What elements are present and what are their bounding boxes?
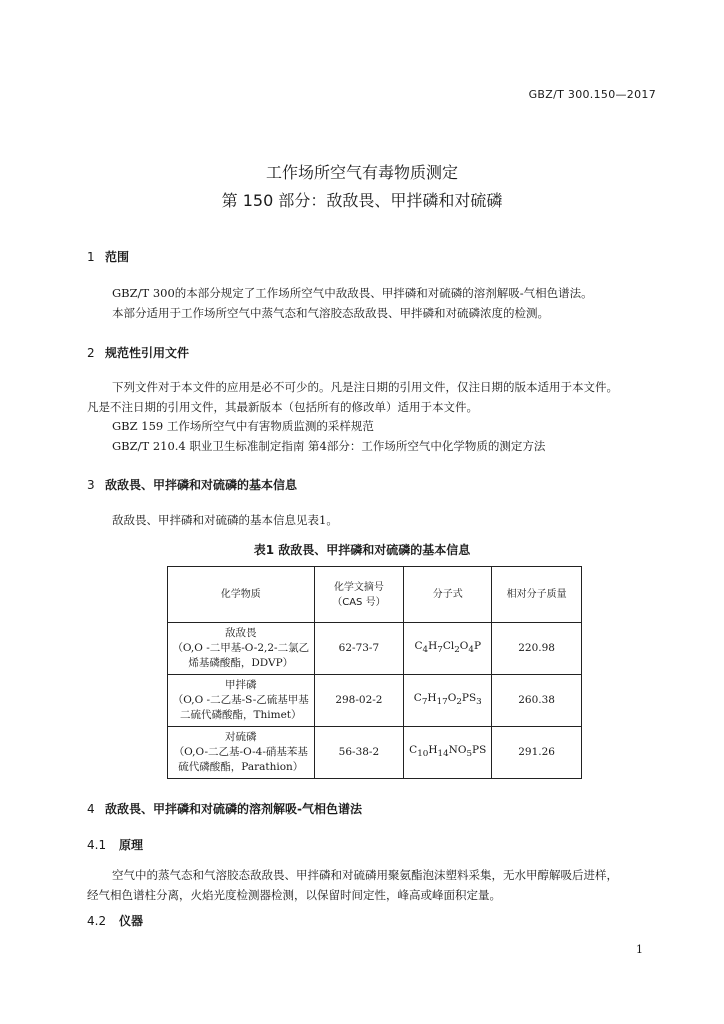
section-2-paragraph-line-1: 下列文件对于本文件的应用是必不可少的。凡是注日期的引用文件，仅注日期的版本适用于本文件。 (112, 380, 618, 394)
section-2-heading (87, 344, 189, 361)
section-4-1-heading (87, 836, 143, 853)
reference-gbz-159: GBZ 159 工作场所空气中有害物质监测的采样规范 (112, 419, 374, 433)
document-title: 工作场所空气有毒物质测定 (265, 163, 458, 182)
section-number: 3 (87, 478, 95, 492)
header-formula: 分子式 (404, 567, 492, 623)
section-4-1-paragraph-line-2: 经气相色谱柱分离，火焰光度检测器检测，以保留时间定性，峰高或峰面积定量。 (87, 888, 501, 902)
substance-cell (168, 675, 315, 727)
substance-desc-2: 烯基磷酸酯，DDVP） (188, 657, 294, 669)
substance-name: 敌敌畏 (225, 627, 257, 639)
substance-name: 甲拌磷 (225, 679, 257, 691)
table-row (168, 727, 582, 779)
section-1-paragraph-1: GBZ/T 300的本部分规定了工作场所空气中敌敌畏、甲拌磷和对硫磷的溶剂解吸-气相色谱法。 (112, 286, 593, 300)
mass-cell: 220.98 (492, 623, 582, 675)
substance-desc-1: （O,O -二乙基-S-乙硫基甲基 (172, 694, 309, 706)
section-1-paragraph-2: 本部分适用于工作场所空气中蒸气态和气溶胶态敌敌畏、甲拌磷和对硫磷浓度的检测。 (112, 306, 549, 320)
substance-cell (168, 727, 315, 779)
section-title: 敌敌畏、甲拌磷和对硫磷的基本信息 (105, 478, 298, 492)
formula-cell: $C_4H_7Cl_2O_4P$ (404, 623, 492, 675)
cas-cell: 298-02-2 (314, 675, 404, 727)
substance-desc-2: 硫代磷酸酯，Parathion） (178, 761, 304, 773)
document-subtitle: 第 150 部分：敌敌畏、甲拌磷和对硫磷 (221, 191, 503, 210)
header-mass: 相对分子质量 (492, 567, 582, 623)
table-row (168, 623, 582, 675)
section-3-paragraph: 敌敌畏、甲拌磷和对硫磷的基本信息见表1。 (112, 513, 338, 527)
section-number: 4 (87, 802, 95, 816)
section-2-paragraph-line-2: 凡是不注日期的引用文件，其最新版本（包括所有的修改单）适用于本文件。 (87, 400, 478, 414)
section-4-heading (87, 800, 362, 817)
cas-cell: 62-73-7 (314, 623, 404, 675)
section-number: 4.2 (87, 914, 107, 928)
substance-cell (168, 623, 315, 675)
section-title: 原理 (119, 838, 144, 852)
mass-cell: 291.26 (492, 727, 582, 779)
document-code: GBZ/T 300.150—2017 (528, 88, 656, 101)
section-title: 范围 (105, 250, 130, 264)
section-4-1-paragraph-line-1: 空气中的蒸气态和气溶胶态敌敌畏、甲拌磷和对硫磷用聚氨酯泡沫塑料采集，无水甲醇解吸后进样， (112, 868, 618, 882)
substance-desc-1: （O,O -二甲基-O-2,2-二氯乙 (172, 642, 310, 654)
page-number: 1 (636, 943, 643, 956)
reference-gbz-t-210-4: GBZ/T 210.4 职业卫生标准制定指南 第4部分：工作场所空气中化学物质的测定方法 (112, 439, 546, 453)
table-header-row (168, 567, 582, 623)
section-number: 2 (87, 346, 95, 360)
mass-cell: 260.38 (492, 675, 582, 727)
section-title: 敌敌畏、甲拌磷和对硫磷的溶剂解吸-气相色谱法 (105, 802, 362, 816)
section-1-heading (87, 248, 129, 265)
substance-desc-2: 二硫代磷酸酯，Thimet） (180, 709, 302, 721)
header-cas-line-1: 化学文摘号 (333, 581, 384, 593)
section-number: 4.1 (87, 838, 107, 852)
table-caption: 表1 敌敌畏、甲拌磷和对硫磷的基本信息 (253, 543, 471, 557)
section-title: 仪器 (119, 914, 144, 928)
formula-cell: $C_7H_{17}O_2PS_3$ (404, 675, 492, 727)
section-3-heading (87, 476, 297, 493)
section-title: 规范性引用文件 (105, 346, 190, 360)
substance-name: 对硫磷 (225, 731, 257, 743)
header-cas (314, 567, 404, 623)
substance-desc-1: （O,O-二乙基-O-4-硝基苯基 (173, 746, 308, 758)
section-4-2-heading (87, 912, 143, 929)
header-cas-line-2: （CAS 号） (332, 596, 386, 608)
header-substance: 化学物质 (168, 567, 315, 623)
basic-info-table (167, 566, 582, 779)
table-row (168, 675, 582, 727)
section-number: 1 (87, 250, 95, 264)
formula-cell: $C_{10}H_{14}NO_5PS$ (404, 727, 492, 779)
cas-cell: 56-38-2 (314, 727, 404, 779)
